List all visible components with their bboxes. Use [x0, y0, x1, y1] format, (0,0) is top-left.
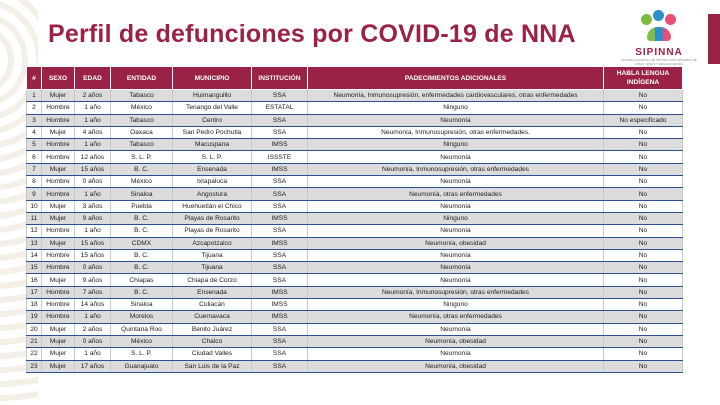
cell-col-indigenous-language: No	[604, 311, 683, 323]
cell-col-institution: SSA	[252, 176, 308, 188]
logo-subtext: SISTEMA NACIONAL DE PROTECCIÓN INTEGRAL DE NIÑAS, NIÑOS Y ADOLESCENTES	[621, 58, 697, 66]
cell-col-sex: Mujer	[42, 90, 75, 102]
cell-col-age: 0 años	[75, 262, 111, 274]
table-row	[27, 200, 683, 212]
cell-col-sex: Hombre	[42, 188, 75, 200]
table-row	[27, 176, 683, 188]
cell-col-sex: Mujer	[42, 163, 75, 175]
cell-col-indigenous-language: No	[604, 102, 683, 114]
cell-col-sex: Hombre	[42, 151, 75, 163]
cell-col-number: 7	[27, 163, 42, 175]
table-row	[27, 249, 683, 261]
cell-col-institution: IMSS	[252, 237, 308, 249]
cell-col-institution: ISSSTE	[252, 151, 308, 163]
cell-col-institution: SSA	[252, 323, 308, 335]
cell-col-conditions: Neumonía	[308, 249, 604, 261]
cell-col-municipality: Azcapotzalco	[173, 237, 252, 249]
cell-col-conditions: Ninguno	[308, 212, 604, 224]
cell-col-institution: SSA	[252, 262, 308, 274]
cell-col-conditions: Neumonía	[308, 323, 604, 335]
cell-col-number: 14	[27, 249, 42, 261]
cell-col-number: 2	[27, 102, 42, 114]
cell-col-indigenous-language: No	[604, 90, 683, 102]
cell-col-age: 1 año	[75, 225, 111, 237]
cell-col-number: 23	[27, 360, 42, 372]
cell-col-age: 0 años	[75, 176, 111, 188]
cell-col-state: Guanajuato	[111, 360, 173, 372]
cell-col-municipality: Tenango del Valle	[173, 102, 252, 114]
cell-col-municipality: Tijuana	[173, 249, 252, 261]
cell-col-state: Sinaloa	[111, 188, 173, 200]
cell-col-state: S. L. P.	[111, 151, 173, 163]
cell-col-conditions: Neumonía	[308, 262, 604, 274]
cell-col-state: B. C.	[111, 163, 173, 175]
cell-col-institution: SSA	[252, 249, 308, 261]
cell-col-conditions: Neumonía, obesidad	[308, 237, 604, 249]
cell-col-age: 3 años	[75, 200, 111, 212]
header-col-age: EDAD	[75, 67, 111, 90]
cell-col-conditions: Ninguno	[308, 102, 604, 114]
cell-col-number: 13	[27, 237, 42, 249]
cell-col-indigenous-language: No	[604, 299, 683, 311]
cell-col-conditions: Neumonía	[308, 200, 604, 212]
cell-col-age: 9 años	[75, 212, 111, 224]
cell-col-state: B. C.	[111, 249, 173, 261]
table-row	[27, 102, 683, 114]
cell-col-indigenous-language: No	[604, 249, 683, 261]
table-row	[27, 151, 683, 163]
cell-col-indigenous-language: No	[604, 348, 683, 360]
cell-col-indigenous-language: No	[604, 335, 683, 347]
cell-col-number: 15	[27, 262, 42, 274]
cell-col-sex: Hombre	[42, 225, 75, 237]
cell-col-age: 1 año	[75, 188, 111, 200]
cell-col-sex: Hombre	[42, 114, 75, 126]
cell-col-state: Tabasco	[111, 90, 173, 102]
cell-col-municipality: Chiapa de Corzo	[173, 274, 252, 286]
table-row	[27, 163, 683, 175]
cell-col-state: Sinaloa	[111, 299, 173, 311]
cell-col-sex: Mujer	[42, 323, 75, 335]
cell-col-state: Puebla	[111, 200, 173, 212]
table-row	[27, 90, 683, 102]
cell-col-institution: IMSS	[252, 212, 308, 224]
cell-col-age: 1 año	[75, 311, 111, 323]
header-col-sex: SEXO	[42, 67, 75, 90]
cell-col-conditions: Neumonía, Inmunosupresión, otras enfermedades	[308, 286, 604, 298]
cell-col-municipality: San Luis de la Paz	[173, 360, 252, 372]
cell-col-institution: SSA	[252, 225, 308, 237]
header-col-number: #	[27, 67, 42, 90]
cell-col-municipality: Huehuetlán el Chico	[173, 200, 252, 212]
cell-col-sex: Hombre	[42, 286, 75, 298]
table-row	[27, 299, 683, 311]
cell-col-state: S. L. P.	[111, 348, 173, 360]
cell-col-indigenous-language: No	[604, 262, 683, 274]
cell-col-sex: Hombre	[42, 299, 75, 311]
cell-col-state: Oaxaca	[111, 126, 173, 138]
cell-col-indigenous-language: No	[604, 188, 683, 200]
table-row	[27, 360, 683, 372]
cell-col-sex: Mujer	[42, 237, 75, 249]
cell-col-indigenous-language: No	[604, 360, 683, 372]
cell-col-indigenous-language: No especificado	[604, 114, 683, 126]
deaths-table	[26, 66, 683, 373]
cell-col-institution: SSA	[252, 90, 308, 102]
cell-col-municipality: Culiacán	[173, 299, 252, 311]
cell-col-age: 1 año	[75, 114, 111, 126]
cell-col-municipality: Macuspana	[173, 139, 252, 151]
cell-col-number: 12	[27, 225, 42, 237]
header-col-conditions: PADECIMIENTOS ADICIONALES	[308, 67, 604, 90]
cell-col-state: Tabasco	[111, 114, 173, 126]
cell-col-number: 16	[27, 274, 42, 286]
cell-col-municipality: Angostura	[173, 188, 252, 200]
cell-col-age: 2 años	[75, 323, 111, 335]
cell-col-age: 1 año	[75, 348, 111, 360]
table-row	[27, 311, 683, 323]
table-row	[27, 188, 683, 200]
cell-col-conditions: Neumonía, otras enfermedades	[308, 311, 604, 323]
cell-col-sex: Hombre	[42, 311, 75, 323]
table-row	[27, 212, 683, 224]
cell-col-sex: Mujer	[42, 212, 75, 224]
cell-col-institution: SSA	[252, 188, 308, 200]
cell-col-age: 9 años	[75, 274, 111, 286]
cell-col-conditions: Neumonía	[308, 151, 604, 163]
table-row	[27, 286, 683, 298]
cell-col-conditions: Neumonía, otras enfermedades	[308, 188, 604, 200]
accent-bar	[708, 14, 720, 64]
header-col-state: ENTIDAD	[111, 67, 173, 90]
cell-col-municipality: Ensenada	[173, 286, 252, 298]
cell-col-indigenous-language: No	[604, 151, 683, 163]
cell-col-conditions: Neumonía	[308, 114, 604, 126]
cell-col-institution: IMSS	[252, 286, 308, 298]
cell-col-state: México	[111, 102, 173, 114]
cell-col-conditions: Neumonía	[308, 348, 604, 360]
table-body	[27, 90, 683, 373]
cell-col-institution: IMSS	[252, 139, 308, 151]
cell-col-number: 11	[27, 212, 42, 224]
table-row	[27, 348, 683, 360]
cell-col-municipality: Cuernavaca	[173, 311, 252, 323]
cell-col-age: 7 años	[75, 286, 111, 298]
cell-col-indigenous-language: No	[604, 212, 683, 224]
table-header-row	[27, 67, 683, 90]
cell-col-sex: Mujer	[42, 274, 75, 286]
table-row	[27, 114, 683, 126]
table-row	[27, 274, 683, 286]
table-row	[27, 237, 683, 249]
cell-col-number: 9	[27, 188, 42, 200]
cell-col-institution: SSA	[252, 200, 308, 212]
sipinna-logo	[616, 10, 702, 68]
cell-col-conditions: Neumonía	[308, 176, 604, 188]
cell-col-indigenous-language: No	[604, 323, 683, 335]
cell-col-number: 20	[27, 323, 42, 335]
cell-col-sex: Hombre	[42, 262, 75, 274]
cell-col-institution: ESTATAL	[252, 102, 308, 114]
cell-col-indigenous-language: No	[604, 126, 683, 138]
header-col-municipality: MUNICIPIO	[173, 67, 252, 90]
cell-col-conditions: Neumonía, obesidad	[308, 335, 604, 347]
cell-col-conditions: Neumonía	[308, 274, 604, 286]
cell-col-municipality: Playas de Rosarito	[173, 212, 252, 224]
cell-col-municipality: Centro	[173, 114, 252, 126]
cell-col-state: B. C.	[111, 225, 173, 237]
cell-col-indigenous-language: No	[604, 163, 683, 175]
cell-col-state: Morelos	[111, 311, 173, 323]
header-col-institution: INSTITUCIÓN	[252, 67, 308, 90]
cell-col-number: 4	[27, 126, 42, 138]
cell-col-number: 21	[27, 335, 42, 347]
cell-col-age: 17 años	[75, 360, 111, 372]
cell-col-municipality: Chalco	[173, 335, 252, 347]
cell-col-sex: Hombre	[42, 176, 75, 188]
logo-text: SIPINNA	[635, 47, 683, 58]
cell-col-number: 6	[27, 151, 42, 163]
page-title: Perfil de defunciones por COVID-19 de NNA	[48, 20, 576, 48]
cell-col-age: 15 años	[75, 249, 111, 261]
cell-col-conditions: Ninguno	[308, 299, 604, 311]
cell-col-municipality: Ciudad Valles	[173, 348, 252, 360]
cell-col-age: 4 años	[75, 126, 111, 138]
cell-col-state: Quintana Roo	[111, 323, 173, 335]
cell-col-municipality: Benito Juárez	[173, 323, 252, 335]
table-row	[27, 225, 683, 237]
cell-col-conditions: Neumonía, Inmunosupresión, otras enfermedades	[308, 163, 604, 175]
cell-col-sex: Hombre	[42, 139, 75, 151]
cell-col-state: México	[111, 335, 173, 347]
cell-col-indigenous-language: No	[604, 200, 683, 212]
cell-col-institution: SSA	[252, 126, 308, 138]
table-row	[27, 262, 683, 274]
cell-col-number: 18	[27, 299, 42, 311]
cell-col-number: 10	[27, 200, 42, 212]
cell-col-municipality: Ixtapaluca	[173, 176, 252, 188]
cell-col-institution: SSA	[252, 335, 308, 347]
cell-col-age: 0 años	[75, 335, 111, 347]
cell-col-sex: Mujer	[42, 335, 75, 347]
table-row	[27, 139, 683, 151]
cell-col-conditions: Neumonía, obesidad	[308, 360, 604, 372]
table-row	[27, 323, 683, 335]
cell-col-conditions: Neumonía	[308, 225, 604, 237]
cell-col-number: 22	[27, 348, 42, 360]
cell-col-indigenous-language: No	[604, 274, 683, 286]
cell-col-sex: Mujer	[42, 200, 75, 212]
cell-col-number: 1	[27, 90, 42, 102]
cell-col-municipality: Huimanguillo	[173, 90, 252, 102]
cell-col-indigenous-language: No	[604, 176, 683, 188]
cell-col-age: 1 año	[75, 139, 111, 151]
cell-col-sex: Mujer	[42, 126, 75, 138]
cell-col-number: 8	[27, 176, 42, 188]
cell-col-institution: SSA	[252, 360, 308, 372]
cell-col-state: CDMX	[111, 237, 173, 249]
cell-col-age: 12 años	[75, 151, 111, 163]
cell-col-age: 14 años	[75, 299, 111, 311]
cell-col-conditions: Ninguno	[308, 139, 604, 151]
cell-col-age: 1 año	[75, 102, 111, 114]
cell-col-state: Chiapas	[111, 274, 173, 286]
cell-col-institution: IMSS	[252, 299, 308, 311]
cell-col-institution: IMSS	[252, 311, 308, 323]
cell-col-indigenous-language: No	[604, 225, 683, 237]
cell-col-indigenous-language: No	[604, 139, 683, 151]
cell-col-indigenous-language: No	[604, 286, 683, 298]
cell-col-state: B. C.	[111, 262, 173, 274]
cell-col-institution: IMSS	[252, 163, 308, 175]
cell-col-age: 15 años	[75, 237, 111, 249]
cell-col-indigenous-language: No	[604, 237, 683, 249]
table-row	[27, 335, 683, 347]
cell-col-state: Tabasco	[111, 139, 173, 151]
cell-col-institution: SSA	[252, 348, 308, 360]
cell-col-conditions: Neumonía, Inmunosupresión, otras enfermedades.	[308, 126, 604, 138]
cell-col-state: B. C.	[111, 212, 173, 224]
cell-col-institution: SSA	[252, 274, 308, 286]
header-col-indigenous-language: HABLA LENGUA INDÍGENA	[604, 67, 683, 90]
cell-col-sex: Hombre	[42, 102, 75, 114]
cell-col-municipality: S. L. P.	[173, 151, 252, 163]
cell-col-number: 17	[27, 286, 42, 298]
cell-col-sex: Mujer	[42, 348, 75, 360]
cell-col-number: 5	[27, 139, 42, 151]
cell-col-municipality: Ensenada	[173, 163, 252, 175]
cell-col-municipality: San Pedro Pochutla	[173, 126, 252, 138]
cell-col-sex: Mujer	[42, 360, 75, 372]
children-icon	[639, 10, 679, 46]
cell-col-municipality: Playas de Rosarito	[173, 225, 252, 237]
cell-col-number: 19	[27, 311, 42, 323]
table-row	[27, 126, 683, 138]
cell-col-state: B. C.	[111, 286, 173, 298]
cell-col-municipality: Tijuana	[173, 262, 252, 274]
cell-col-conditions: Neumonía, Inmunosupresión, enfermedades cardiovasculares, otras enfermedades	[308, 90, 604, 102]
cell-col-institution: SSA	[252, 114, 308, 126]
cell-col-sex: Hombre	[42, 249, 75, 261]
cell-col-age: 15 años	[75, 163, 111, 175]
cell-col-state: México	[111, 176, 173, 188]
cell-col-number: 3	[27, 114, 42, 126]
cell-col-age: 2 años	[75, 90, 111, 102]
